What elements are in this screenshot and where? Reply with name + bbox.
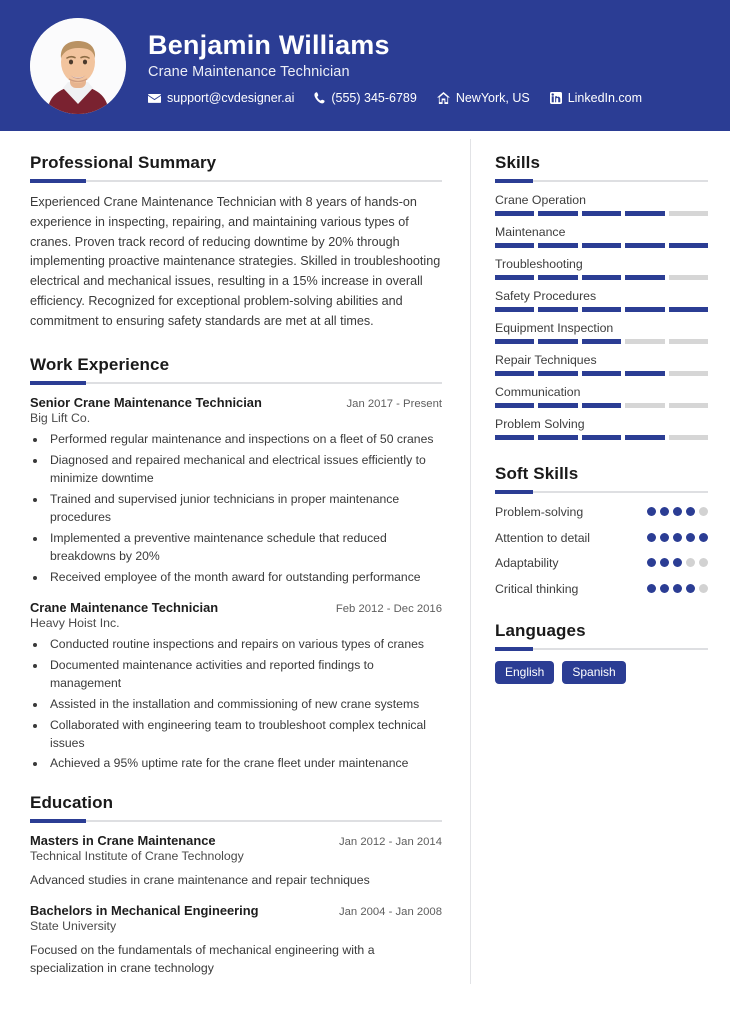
job-bullets — [47, 431, 442, 587]
skill-row — [495, 385, 708, 408]
rating-dot — [673, 507, 682, 516]
degree-description: Advanced studies in crane maintenance and repair techniques — [30, 873, 370, 888]
skill-segment — [495, 371, 534, 376]
rating-dot — [660, 584, 669, 593]
soft-skill-row — [495, 504, 708, 521]
skills-heading: Skills — [495, 153, 541, 172]
soft-skill-rating — [647, 504, 708, 516]
soft-skill-label: Attention to detail — [495, 530, 591, 545]
job-bullets — [47, 636, 442, 774]
rating-dot — [673, 533, 682, 542]
job-bullet: • Achieved a 95% uptime rate for the crane fleet under maintenance — [47, 755, 442, 773]
work-experience-section — [30, 355, 442, 773]
skill-row — [495, 257, 708, 280]
skill-segment — [495, 339, 534, 344]
soft-skill-rating — [647, 581, 708, 593]
section-rule — [495, 648, 708, 650]
soft-skill-label: Problem-solving — [495, 505, 584, 519]
education-entry — [30, 903, 442, 978]
section-rule — [30, 382, 442, 384]
job-bullet: • Received employee of the month award for outstanding performance — [47, 569, 442, 587]
degree-title: Masters in Crane Maintenance — [30, 833, 216, 849]
degree-title: Bachelors in Mechanical Engineering — [30, 902, 259, 918]
soft-skill-row — [495, 555, 708, 572]
skills-section — [495, 153, 708, 440]
skill-level-bar — [495, 339, 708, 344]
rating-dot — [686, 558, 695, 567]
rating-dot — [673, 584, 682, 593]
phone-icon — [314, 92, 325, 104]
job-bullet: • Diagnosed and repaired mechanical and electrical issues efficiently to minimize downtime — [47, 452, 442, 488]
job-bullet: • Collaborated with engineering team to troubleshoot complex technical issues — [47, 717, 442, 753]
avatar — [30, 18, 126, 114]
job-bullet: • Trained and supervised junior technicians in proper maintenance procedures — [47, 491, 442, 527]
resume-body — [0, 131, 730, 991]
job-title: Senior Crane Maintenance Technician — [30, 395, 262, 411]
section-rule — [30, 180, 442, 182]
skill-segment — [669, 275, 708, 280]
skill-level-bar — [495, 371, 708, 376]
rating-dot — [647, 533, 656, 542]
contact-list — [148, 91, 642, 105]
skill-segment — [538, 275, 577, 280]
skill-segment — [625, 339, 664, 344]
skill-label: Equipment Inspection — [495, 321, 614, 335]
skill-row — [495, 289, 708, 312]
skill-segment — [582, 243, 621, 248]
skill-row — [495, 417, 708, 440]
sidebar-column — [471, 131, 730, 688]
skill-segment — [538, 371, 577, 376]
job-company: Heavy Hoist Inc. — [30, 615, 120, 630]
skill-segment — [669, 435, 708, 440]
summary-heading: Professional Summary — [30, 153, 217, 172]
job-bullet: • Assisted in the installation and commissioning of new crane systems — [47, 696, 442, 714]
contact-linkedin[interactable] — [550, 91, 642, 105]
skill-segment — [495, 435, 534, 440]
rating-dot — [647, 584, 656, 593]
rating-dot — [699, 507, 708, 516]
skill-segment — [495, 307, 534, 312]
header-text — [148, 26, 642, 105]
skill-segment — [669, 211, 708, 216]
skill-segment — [538, 243, 577, 248]
school-name: State University — [30, 918, 117, 933]
skill-label: Safety Procedures — [495, 289, 597, 303]
language-chip[interactable]: English — [495, 661, 554, 684]
soft-skill-row — [495, 530, 708, 547]
skill-label: Crane Operation — [495, 193, 586, 207]
skill-segment — [538, 339, 577, 344]
contact-phone[interactable] — [314, 91, 416, 105]
education-entry — [30, 833, 442, 889]
contact-email-text: support@cvdesigner.ai — [167, 91, 295, 106]
rating-dot — [699, 584, 708, 593]
skill-segment — [625, 403, 664, 408]
contact-linkedin-text: LinkedIn.com — [567, 91, 643, 106]
skill-level-bar — [495, 275, 708, 280]
work-entry-head — [30, 600, 442, 615]
skill-segment — [669, 307, 708, 312]
rating-dot — [699, 558, 708, 567]
education-heading: Education — [30, 793, 114, 813]
soft-skill-rating — [647, 555, 708, 567]
work-heading: Work Experience — [30, 355, 170, 375]
rating-dot — [660, 558, 669, 567]
rating-dot — [699, 533, 708, 542]
job-bullet: • Implemented a preventive maintenance schedule that reduced breakdowns by 20% — [47, 530, 442, 566]
skill-segment — [669, 403, 708, 408]
skill-level-bar — [495, 307, 708, 312]
skill-segment — [625, 275, 664, 280]
section-rule — [495, 180, 708, 182]
job-company: Big Lift Co. — [30, 411, 91, 426]
skill-segment — [538, 211, 577, 216]
rating-dot — [686, 533, 695, 542]
language-chip[interactable]: Spanish — [562, 661, 625, 684]
skill-segment — [625, 307, 664, 312]
degree-date: Jan 2012 - Jan 2014 — [338, 836, 442, 849]
skill-segment — [582, 211, 621, 216]
education-section — [30, 793, 442, 977]
job-date: Jan 2017 - Present — [346, 398, 442, 411]
skill-segment — [495, 403, 534, 408]
skill-segment — [582, 403, 621, 408]
resume-header — [0, 0, 730, 131]
job-title: Crane Maintenance Technician — [30, 599, 219, 615]
skill-segment — [625, 211, 664, 216]
skill-segment — [582, 371, 621, 376]
skill-label: Troubleshooting — [495, 257, 583, 271]
skill-row — [495, 353, 708, 376]
soft-skill-rating — [647, 530, 708, 542]
rating-dot — [673, 558, 682, 567]
rating-dot — [660, 533, 669, 542]
skill-label: Repair Techniques — [495, 353, 597, 367]
skill-segment — [669, 371, 708, 376]
languages-heading: Languages — [495, 621, 586, 641]
skill-segment — [495, 275, 534, 280]
home-icon — [437, 92, 450, 104]
skill-segment — [582, 435, 621, 440]
skill-row — [495, 193, 708, 216]
skill-row — [495, 321, 708, 344]
skill-segment — [538, 435, 577, 440]
work-entry — [30, 600, 442, 774]
main-column — [0, 131, 470, 991]
skill-segment — [625, 243, 664, 248]
summary-text: Experienced Crane Maintenance Technician with 8 years of hands-on experience in inspecting, repairing, and maintaining various types of cranes. Proven track record of reducing downtime by 20% through implementing proactive maintenance strategies. Skilled in troubleshooting electrical and mechanical issues, resulting in a 15% increase in overall efficiency. Recognized for exceptional problem-solving abilities and commitment to ensuring safety standards are met at all times. — [30, 195, 441, 328]
soft-skills-section — [495, 464, 708, 597]
skill-level-bar — [495, 243, 708, 248]
summary-section — [30, 153, 442, 331]
rating-dot — [647, 507, 656, 516]
soft-skill-row — [495, 581, 708, 598]
contact-phone-text: (555) 345-6789 — [331, 91, 417, 106]
contact-location[interactable] — [437, 91, 530, 105]
skill-segment — [538, 403, 577, 408]
job-date: Feb 2012 - Dec 2016 — [335, 602, 442, 615]
section-rule — [30, 820, 442, 822]
skill-level-bar — [495, 435, 708, 440]
soft-skills-heading: Soft Skills — [495, 464, 579, 483]
skill-segment — [538, 307, 577, 312]
job-bullet: • Documented maintenance activities and reported findings to management — [47, 657, 442, 693]
skills-list — [495, 193, 708, 440]
skill-label: Maintenance — [495, 225, 566, 239]
rating-dot — [686, 584, 695, 593]
work-entry — [30, 395, 442, 587]
skill-segment — [582, 307, 621, 312]
skill-segment — [582, 339, 621, 344]
soft-skill-label: Adaptability — [495, 556, 559, 571]
candidate-role: Crane Maintenance Technician — [148, 64, 350, 81]
job-bullet: • Conducted routine inspections and repairs on various types of cranes — [47, 636, 442, 654]
soft-skills-list — [495, 504, 708, 597]
rating-dot — [686, 507, 695, 516]
languages-section — [495, 621, 708, 684]
skill-segment — [582, 275, 621, 280]
skill-label: Problem Solving — [495, 417, 585, 431]
education-entry-head — [30, 903, 442, 918]
contact-location-text: NewYork, US — [455, 91, 530, 106]
linkedin-icon — [550, 92, 562, 104]
skill-segment — [625, 435, 664, 440]
envelope-icon — [148, 93, 161, 103]
job-bullet: • Performed regular maintenance and inspections on a fleet of 50 cranes — [47, 431, 442, 449]
degree-date: Jan 2004 - Jan 2008 — [338, 905, 442, 918]
education-entry-head — [30, 833, 442, 848]
avatar-photo — [30, 18, 126, 114]
rating-dot — [647, 558, 656, 567]
soft-skill-label: Critical thinking — [495, 581, 579, 596]
contact-email[interactable] — [148, 91, 294, 105]
degree-description: Focused on the fundamentals of mechanical engineering with a specialization in crane technology — [30, 942, 375, 976]
work-entry-head — [30, 395, 442, 410]
candidate-name: Benjamin Williams — [148, 29, 390, 60]
skill-label: Communication — [495, 385, 581, 399]
skill-segment — [669, 339, 708, 344]
skill-segment — [669, 243, 708, 248]
section-rule — [495, 491, 708, 493]
skill-level-bar — [495, 211, 708, 216]
languages-list — [495, 661, 708, 684]
skill-segment — [495, 243, 534, 248]
skill-segment — [625, 371, 664, 376]
school-name: Technical Institute of Crane Technology — [30, 849, 244, 864]
skill-level-bar — [495, 403, 708, 408]
skill-segment — [495, 211, 534, 216]
rating-dot — [660, 507, 669, 516]
skill-row — [495, 225, 708, 248]
